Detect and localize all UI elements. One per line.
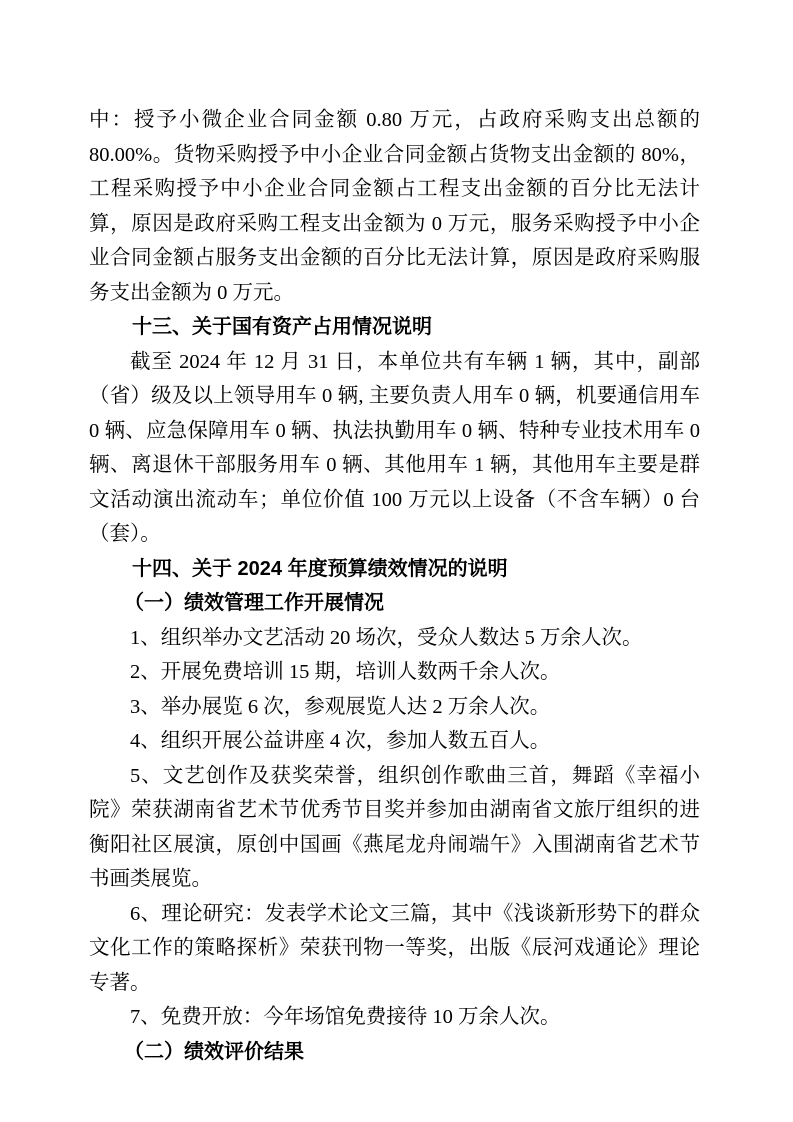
performance-item-2: 2、开展免费培训 15 期，培训人数两千余人次。 <box>130 661 561 683</box>
performance-item-7: 7、免费开放：今年场馆免费接待 10 万余人次。 <box>130 1006 561 1028</box>
performance-item-6: 6、理论研究：发表学术论文三篇，其中《浅谈新形势下的群众文化工作的策略探析》荣获刊物一等奖，出版《辰河戏通论》理论专著。 <box>89 902 700 994</box>
paragraph-state-assets-details: 截至 2024 年 12 月 31 日，本单位共有车辆 1 辆，其中，副部（省）级及以上领导用车 0 辆, 主要负责人用车 0 辆，机要通信用车 0 辆、应急保障用车 0 辆、执法执勤用车 0 辆、特种专业技术用车 0 辆、离退休干部服务用车 0 辆、其他用车 1 辆，其他用车主要是群文活动演出流动车；单位价值 100 万元以上设备（不含车辆）0 台（套）。 <box>89 350 700 545</box>
performance-item-3: 3、举办展览 6 次，参观展览人达 2 万余人次。 <box>130 695 551 718</box>
performance-item-5: 5、文艺创作及获奖荣誉，组织创作歌曲三首，舞蹈《幸福小院》荣获湖南省艺术节优秀节目奖并参加由湖南省文旅厅组织的进衡阳社区展演，原创中国画《燕尾龙舟闹端午》入围湖南省艺术节书画类展览。 <box>89 764 700 890</box>
performance-item-1: 1、组织举办文艺活动 20 场次，受众人数达 5 万余人次。 <box>130 626 643 649</box>
performance-item-4: 4、组织开展公益讲座 4 次，参加人数五百人。 <box>130 730 551 752</box>
heading-section-13-state-assets: 十三、关于国有资产占用情况说明 <box>132 316 432 338</box>
subheading-performance-evaluation-result: （二）绩效评价结果 <box>124 1040 304 1063</box>
heading-section-14-budget-performance: 十四、关于 2024 年度预算绩效情况的说明 <box>132 557 508 580</box>
subheading-performance-management-work: （一）绩效管理工作开展情况 <box>124 592 384 614</box>
paragraph-procurement-continuation: 中：授予小微企业合同金额 0.80 万元，占政府采购支出总额的 80.00%。货物采购授予中小企业合同金额占货物支出金额的 80%，工程采购授予中小企业合同金额占工程支出金额的百分比无法计算，原因是政府采购工程支出金额为 0 万元，服务采购授予中小企业合同金额占服务支出金额的百分比无法计算，原因是政府采购服务支出金额为 0 万元。 <box>89 109 700 304</box>
document-body <box>89 103 700 1069</box>
